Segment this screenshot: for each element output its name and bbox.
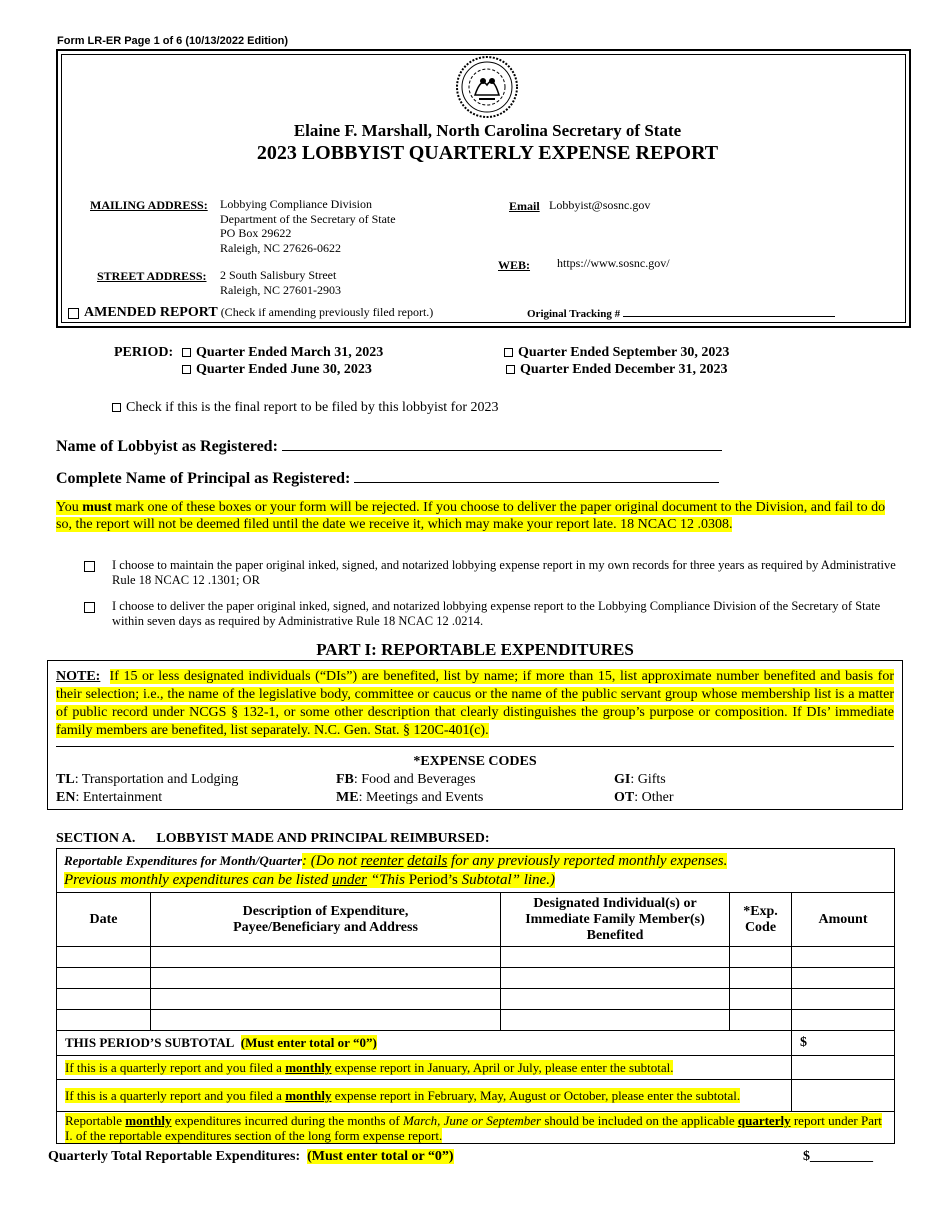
email-label: Email [509,199,540,213]
code-en: EN: Entertainment [56,790,163,805]
code-gi: GI: Gifts [614,772,666,787]
subtotal-label: THIS PERIOD’S SUBTOTAL (Must enter total or “0”) [57,1031,792,1056]
principal-name-row: Complete Name of Principal as Registered: [56,470,719,488]
lobbyist-name-field[interactable] [282,450,722,451]
table-row[interactable] [57,989,895,1010]
web-label: WEB: [498,258,531,272]
quarterly-total-field[interactable]: $_________ [803,1149,873,1164]
final-report-check[interactable]: Check if this is the final report to be filed by this lobbyist for 2023 [112,400,499,416]
street-address: 2 South Salisbury Street Raleigh, NC 27601-2903 [220,268,341,297]
period-q3[interactable]: Quarter Ended September 30, 2023 [504,345,729,361]
option-maintain-checkbox[interactable] [84,561,95,572]
lobbyist-name-row: Name of Lobbyist as Registered: [56,438,722,456]
monthly-note-2: If this is a quarterly report and you filed a monthly expense report in February, May, August or October, please enter the subtotal. [57,1080,792,1112]
col-description: Description of Expenditure, Payee/Beneficiary and Address [151,893,501,947]
principal-name-field[interactable] [354,482,719,483]
form-id: Form LR-ER Page 1 of 6 (10/13/2022 Edition) [57,35,289,47]
web-link[interactable]: https://www.sosnc.gov/ [557,256,670,270]
period-label: PERIOD: [114,345,174,360]
period-q1[interactable]: Quarter Ended March 31, 2023 [182,345,383,361]
option-deliver: I choose to deliver the paper original inked, signed, and notarized lobbying expense report to the Lobbying Compliance Division of the Secretary of State within seven days as required by Administrative Rule 18 NCAC 12 .0214. [84,599,896,629]
quarterly-total-row: Quarterly Total Reportable Expenditures: (Must enter total or “0”) [48,1149,454,1164]
table-row[interactable] [57,968,895,989]
col-exp-code: *Exp. Code [730,893,792,947]
section-a-title: SECTION A. LOBBYIST MADE AND PRINCIPAL REIMBURSED: [56,831,490,846]
table-row[interactable] [57,1010,895,1031]
monthly-amount-2[interactable] [792,1080,895,1112]
code-fb: FB: Food and Beverages [336,772,476,787]
report-title: 2023 LOBBYIST QUARTERLY EXPENSE REPORT [256,142,719,164]
monthly-note-3: Reportable monthly expenditures incurred during the months of March, June or September should be included on the applicable quarterly report under Part I. of the reportable expenditures section of the long form expense report. [57,1112,895,1144]
col-amount: Amount [792,893,895,947]
amended-checkbox[interactable] [68,308,79,319]
intro-cell: Reportable Expenditures for Month/Quarter: (Do not reenter details for any previously reported monthly expenses. Previous monthly expenditures can be listed under “This Period’s Subtotal” line.) [57,849,895,893]
mailing-address: Lobbying Compliance Division Department of the Secretary of State PO Box 29622 Raleigh, NC 27626-0622 [220,197,396,255]
code-me: ME: Meetings and Events [336,790,484,805]
monthly-amount-1[interactable] [792,1056,895,1080]
street-address-label: STREET ADDRESS: [97,269,207,283]
monthly-note-1: If this is a quarterly report and you filed a monthly expense report in January, April or July, please enter the subtotal. [57,1056,792,1080]
tracking-row: Original Tracking # [527,308,835,320]
expense-codes-title: *EXPENSE CODES [413,754,537,769]
option-deliver-checkbox[interactable] [84,602,95,613]
email-link[interactable]: Lobbyist@sosnc.gov [549,198,651,212]
part1-title: PART I: REPORTABLE EXPENDITURES [316,640,634,659]
nc-seal-icon [455,55,519,119]
part1-note-box [47,660,903,810]
code-ot: OT: Other [614,790,674,805]
rejection-warning: You must mark one of these boxes or your form will be rejected. If you choose to deliver the paper original document to the Division, and fail to do so, the report will not be deemed filed until the date we receive it, which may make your report late. 18 NCAC 12 .0308. [56,500,886,532]
col-date: Date [57,893,151,947]
official-name: Elaine F. Marshall, North Carolina Secretary of State [293,121,682,140]
subtotal-amount[interactable]: $ [792,1031,895,1056]
mailing-address-label: MAILING ADDRESS: [90,198,208,212]
code-tl: TL: Transportation and Lodging [56,772,239,787]
period-q4[interactable]: Quarter Ended December 31, 2023 [506,362,728,378]
part1-note: NOTE: If 15 or less designated individuals (“DIs”) are benefited, list by name; if more than 15, list approximate number benefited and basis for their selection; i.e., the name of the legislative body, committee or caucus or the name of the public servant group whose membership list is a matter of public record under NCGS § 132-1, or some other description that clearly distinguishes the group’s purpose or composition. If DIs’ immediate family members are benefited, list separately. N.C. Gen. Stat. § 120C-401(c). [56,669,894,738]
tracking-field[interactable] [623,316,835,317]
table-row[interactable] [57,947,895,968]
amended-row: AMENDED REPORT (Check if amending previously filed report.) [68,305,433,321]
col-designated: Designated Individual(s) or Immediate Family Member(s) Benefited [501,893,730,947]
period-q2[interactable]: Quarter Ended June 30, 2023 [182,362,372,378]
expenditure-table [56,848,894,1144]
option-maintain: I choose to maintain the paper original inked, signed, and notarized lobbying expense report in my own records for three years as required by Administrative Rule 18 NCAC 12 .1301; OR [84,558,896,588]
